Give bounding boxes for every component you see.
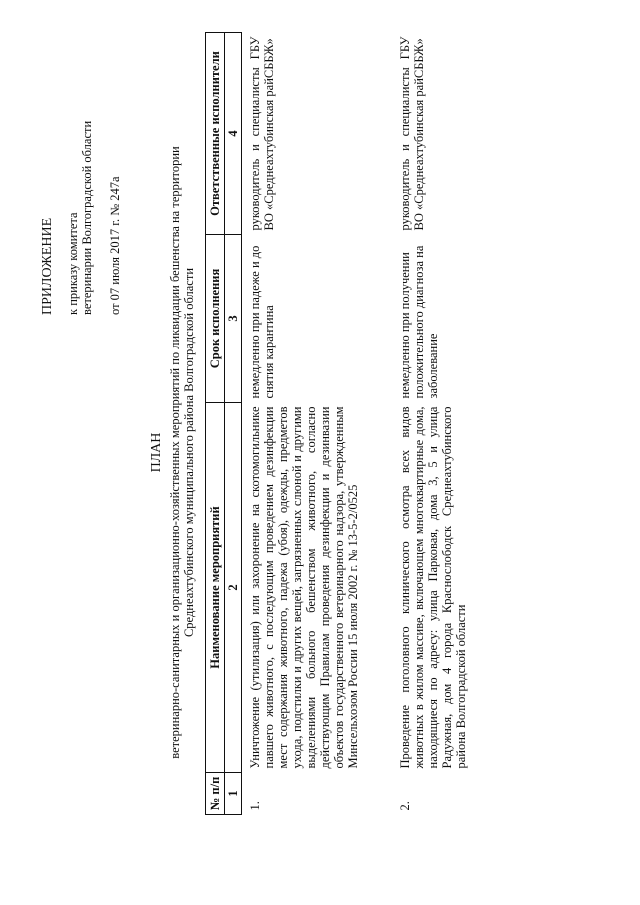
plan-table xyxy=(205,32,476,815)
row-number: 2. xyxy=(398,801,412,811)
appendix-line-1: к приказу комитета xyxy=(66,212,80,315)
table-row xyxy=(242,33,369,815)
header-name: Наименование мероприятий xyxy=(206,403,225,773)
plan-subtitle xyxy=(168,100,196,805)
col-number: 3 xyxy=(225,235,242,403)
header-num: № п/п xyxy=(206,773,225,815)
appendix-block xyxy=(40,55,122,315)
plan-subtitle-line-2: Среднеахтубинского муниципального района Волгоградской области xyxy=(182,267,196,638)
col-number: 4 xyxy=(225,33,242,235)
row-responsible: руководитель и специалисты ГБУ ВО «Среднеахтубинская райСББЖ» xyxy=(398,36,426,231)
col-number: 2 xyxy=(225,403,242,773)
header-resp: Ответственные исполнители xyxy=(206,33,225,235)
row-description: Проведение поголовного клинического осмотра всех видов животных в жилом массиве, включающем многоквартирные дома, находящиеся по адресу: улица Парковая, дома 3, 5 и улица Радужная, дом 4 города Краснослободск Среднеахтубинского района Волгоградской области xyxy=(398,406,468,769)
appendix-heading: ПРИЛОЖЕНИЕ xyxy=(40,217,55,315)
plan-title: ПЛАН xyxy=(149,432,164,473)
appendix-line-2: ветеринарии Волгоградской области xyxy=(80,120,94,315)
row-term: немедленно при получении положительного диагноза на заболевание xyxy=(398,245,440,399)
table-row xyxy=(392,33,476,815)
col-number: 1 xyxy=(225,773,242,815)
row-responsible: руководитель и специалисты ГБУ ВО «Среднеахтубинская райСББЖ» xyxy=(248,36,276,231)
row-term: немедленно при падеже и до снятия карантина xyxy=(248,245,276,399)
row-spacer xyxy=(368,33,392,815)
row-description: Уничтожение (утилизация) или захоронение на скотомогильнике павшего животного, с последующим проведением дезинфекции мест содержания животного, падежа (убоя), одежды, предметов ухода, подстилки и других вещей, загрязненных слюной и другими выделениями больного бешенством животного, согласно действующим Правилам проведения дезинфекции и дезинвазии объектов государственного ветеринарного надзора, утвержденным Минсельхозом России 15 июля 2002 г. № 13-5-2/0525 xyxy=(248,406,360,769)
column-number-row xyxy=(225,33,242,815)
header-term: Срок исполнения xyxy=(206,235,225,403)
table-header-row xyxy=(206,33,225,815)
appendix-date: от 07 июля 2017 г. № 247а xyxy=(108,176,122,315)
row-number: 1. xyxy=(248,801,262,811)
plan-subtitle-line-1: ветеринарно-санитарных и организационно-хозяйственных мероприятий по ликвидации бешенства на территории xyxy=(168,146,182,759)
